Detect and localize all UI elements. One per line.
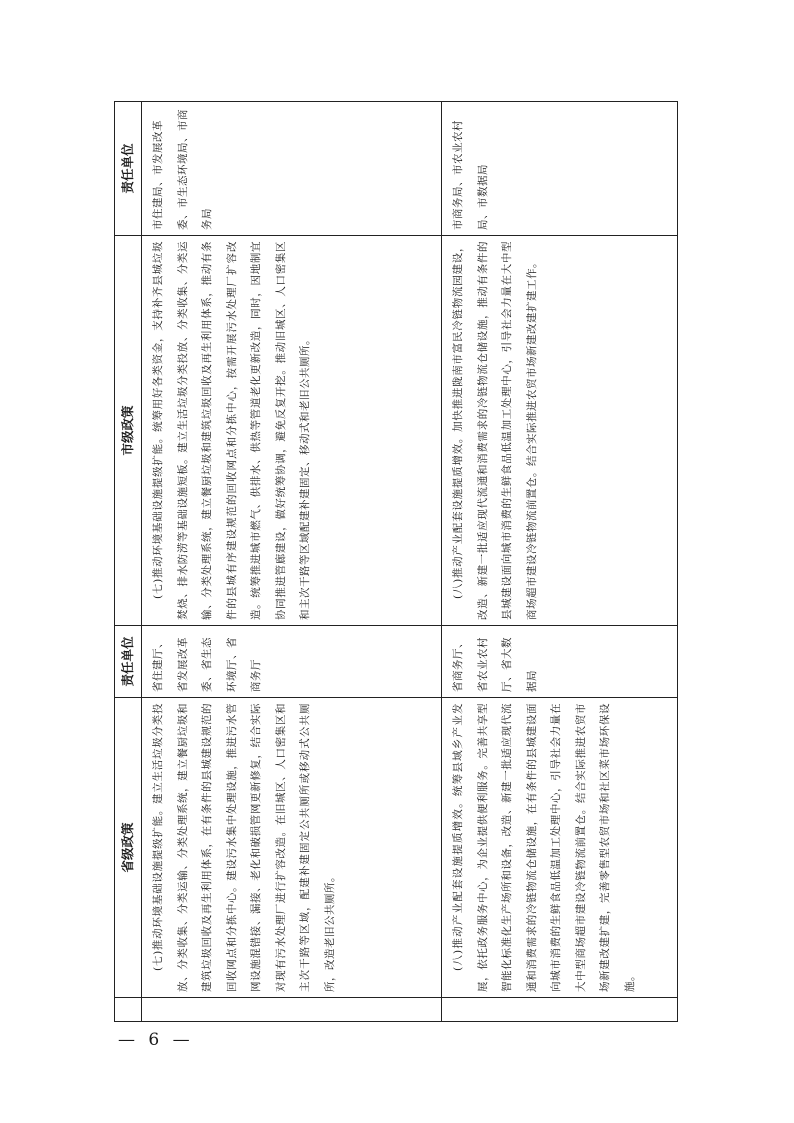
city-policy-text: (八)推动产业配套设施提质增效。加快推进陇南市富民冷链物流园建设，改造、新建一批适应现代流通和消费需求的冷链物流仓储设施，推动有条件的县城建设面向城市消费的生鲜食品低温加工处理中心，引导社会力量在大中型商场超市建设冷链物流前置仓。结合实际推进农贸市场新建改建扩建工作。 xyxy=(452,241,538,620)
city-unit-cell xyxy=(142,102,442,236)
row-blank-cell xyxy=(442,998,678,1022)
city-policy-cell xyxy=(442,236,678,626)
provincial-policy-cell xyxy=(142,698,442,998)
provincial-policy-text: (八)推动产业配套设施提质增效。统筹县域乡产业发展，依托政务服务中心，为企业提供便利服务。完善共享型智能化标准化生产场所和设备，改造、新建一批适应现代流通和消费需求的冷链物流仓储设施，在有条件的县城建设面向城市消费的生鲜食品低温加工处理中心，引导社会力量在大中型商场超市建设冷链物流前置仓。结合实际推进农贸市场新建改建扩建，完善零售型农贸市场和社区菜市场环保设施。 xyxy=(452,703,636,992)
header-city-unit: 责任单位 xyxy=(115,102,142,236)
header-provincial-unit: 责任单位 xyxy=(115,626,142,698)
provincial-policy-text: (七)推动环境基础设施提级扩能。建立生活垃圾分类投放、分类收集、分类运输、分类处理系统，建立餐厨垃圾和建筑垃圾回收及再生利用体系，在有条件的县城建设规范的回收网点和分拣中心。建设污水集中处理设施，推进污水管网设施混错接、漏接、老化和破损管网更新修复，结合实际对现有污水处理厂进行扩容改造。在旧城区、人口密集区和主次干路等区域，配建补建固定公共厕所或移动式公共厕所，改造老旧公共厕所。 xyxy=(152,703,336,992)
table-row xyxy=(142,102,442,1022)
city-policy-text: (七)推动环境基础设施提级扩能。统筹用好各类资金，支持补齐县城垃圾焚烧、排水防涝等基础设施短板。建立生活垃圾分类投放、分类收集、分类运输、分类处理系统，建立餐厨垃圾和建筑垃圾回收及再生利用体系，推动有条件的县城有序建设规范的回收网点和分拣中心，按需开展污水处理厂扩容改造。统筹推进城市燃气、供排水、供热等管道老化更新改造，同时，因地制宜协同推进管廊建设，做好统筹协调，避免反复开挖。推动旧城区、人口密集区和主次干路等区域配建补建固定、移动式和老旧公共厕所。 xyxy=(152,241,311,620)
city-unit-cell xyxy=(442,102,678,236)
header-blank xyxy=(115,998,142,1022)
header-city-policy: 市级政策 xyxy=(115,236,142,626)
city-unit-text: 市住建局、市发展改革委、市生态环境局、市商务局 xyxy=(152,109,213,230)
provincial-unit-cell xyxy=(142,626,442,698)
page-number: — 6 — xyxy=(118,1030,194,1050)
table-header-row xyxy=(115,102,142,1022)
city-policy-cell xyxy=(142,236,442,626)
header-provincial-policy: 省级政策 xyxy=(115,698,142,998)
city-unit-text: 市商务局、市农业农村局、市数据局 xyxy=(452,120,489,230)
policy-table xyxy=(114,101,678,1022)
row-blank-cell xyxy=(142,998,442,1022)
provincial-unit-text: 省商务厅、省农业农村厅、省大数据局 xyxy=(452,637,538,692)
provincial-unit-cell xyxy=(442,626,678,698)
provincial-policy-cell xyxy=(442,698,678,998)
table-row xyxy=(442,102,678,1022)
provincial-unit-text: 省住建厅、省发展改革委、省生态环境厅、省商务厅 xyxy=(152,637,262,692)
rotated-policy-table-container xyxy=(114,102,678,1022)
